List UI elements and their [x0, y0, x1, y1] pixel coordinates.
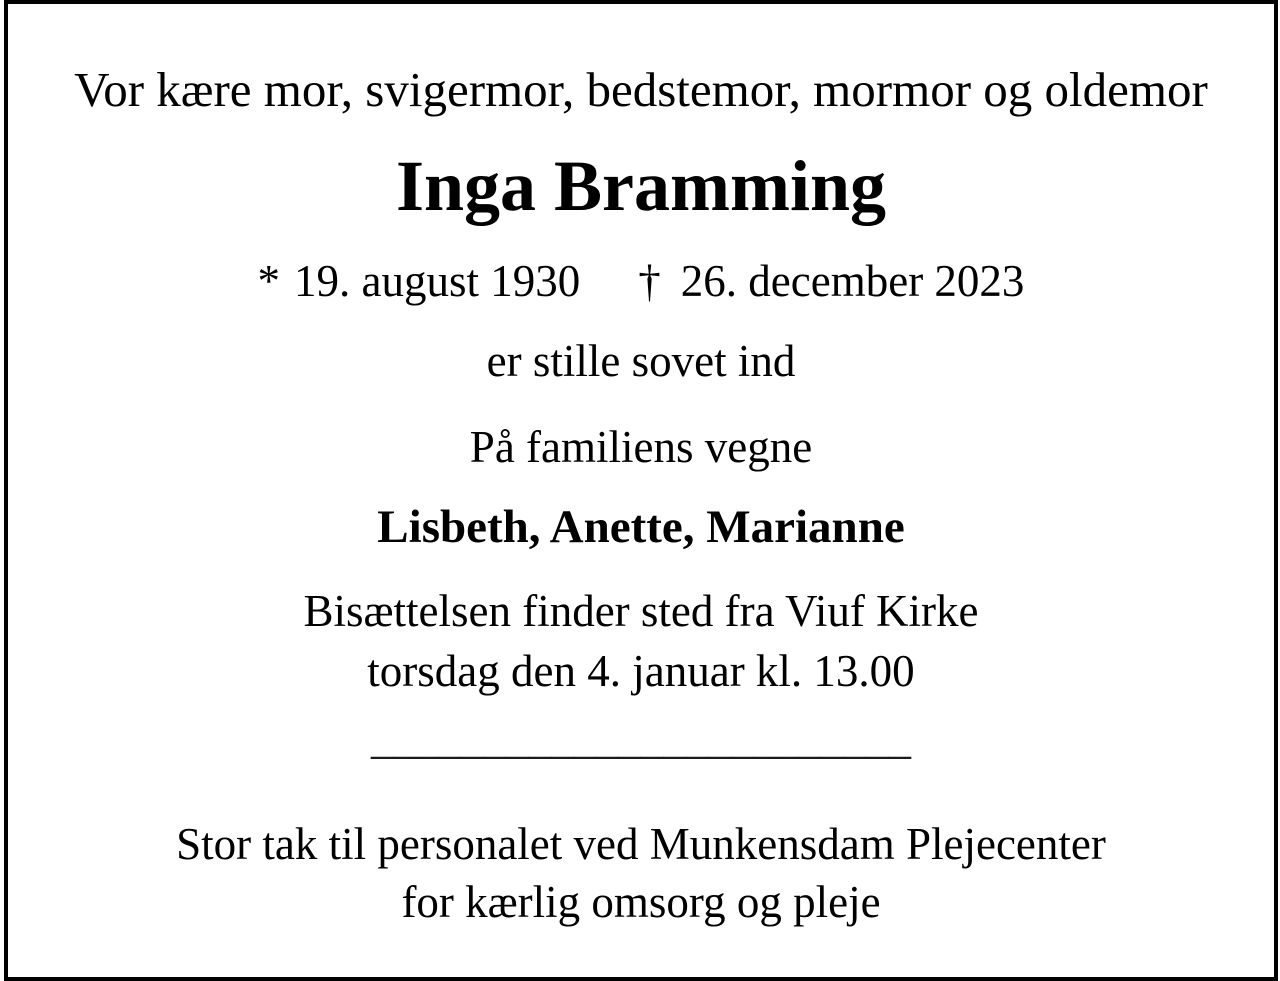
ceremony-time-line: torsdag den 4. januar kl. 13.00 — [367, 646, 915, 696]
thanks-line-1: Stor tak til personalet ved Munkensdam Plejecenter — [176, 819, 1106, 869]
ceremony-location-line: Bisættelsen finder sted fra Viuf Kirke — [303, 586, 979, 636]
thanks-line-2: for kærlig omsorg og pleje — [401, 877, 881, 927]
dates-line — [8, 254, 1274, 308]
dagger-icon: † — [638, 256, 661, 306]
ceremony-info — [8, 581, 1274, 701]
obituary-frame — [4, 0, 1278, 981]
death-date — [638, 254, 1024, 308]
intro-line: Vor kære mor, svigermor, bedstemor, mormor og oldemor — [74, 62, 1208, 117]
passing-line: er stille sovet ind — [486, 336, 796, 386]
on-behalf-line: På familiens vegne — [469, 422, 813, 472]
family-names: Lisbeth, Anette, Marianne — [377, 501, 905, 553]
death-date-text: 26. december 2023 — [680, 256, 1025, 306]
birth-date-text: 19. august 1930 — [294, 256, 581, 306]
separator-line: ________________________ — [371, 713, 911, 763]
born-symbol-icon: * — [257, 256, 281, 306]
birth-date — [258, 254, 581, 308]
thanks-message — [8, 815, 1274, 931]
deceased-name: Inga Bramming — [395, 146, 887, 226]
